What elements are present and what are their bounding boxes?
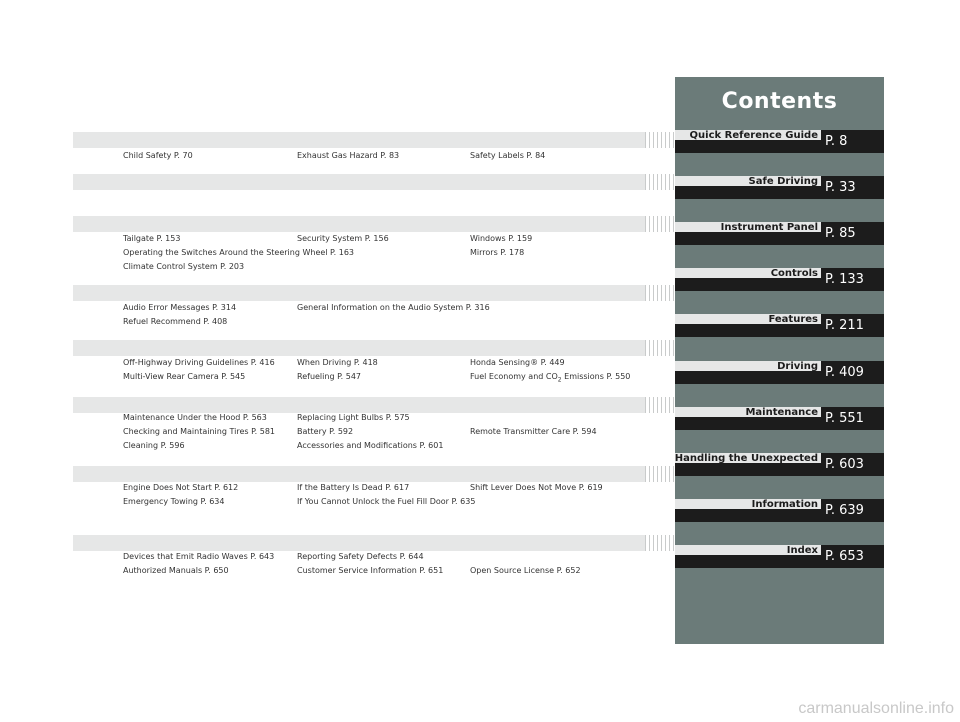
link-mirrors[interactable]: Mirrors P. 178 bbox=[470, 248, 525, 257]
tab-label: Instrument Panel bbox=[720, 222, 818, 233]
link-steering-wheel-switches[interactable]: Operating the Switches Around the Steering Wheel P. 163 bbox=[123, 248, 354, 257]
tab-page[interactable]: P. 603 bbox=[821, 453, 884, 476]
watermark: carmanualsonline.info bbox=[798, 700, 954, 717]
link-remote-transmitter-care[interactable]: Remote Transmitter Care P. 594 bbox=[470, 427, 597, 436]
link-multi-view-rear-camera[interactable]: Multi-View Rear Camera P. 545 bbox=[123, 372, 246, 381]
link-replacing-light-bulbs[interactable]: Replacing Light Bulbs P. 575 bbox=[297, 413, 410, 422]
entry-row bbox=[123, 303, 490, 312]
link-battery[interactable]: Battery P. 592 bbox=[297, 427, 354, 436]
tab-information[interactable] bbox=[675, 499, 884, 522]
fuel-economy-text: Fuel Economy and CO bbox=[470, 372, 558, 381]
tab-label: Information bbox=[751, 499, 818, 510]
section-band-controls bbox=[73, 285, 645, 301]
entry-row bbox=[123, 413, 410, 422]
link-security-system[interactable]: Security System P. 156 bbox=[297, 234, 389, 243]
entry-row bbox=[123, 483, 603, 492]
tab-safe-driving[interactable] bbox=[675, 176, 884, 199]
link-checking-tires[interactable]: Checking and Maintaining Tires P. 581 bbox=[123, 427, 276, 436]
tab-label: Driving bbox=[777, 361, 818, 372]
link-customer-service[interactable]: Customer Service Information P. 651 bbox=[297, 566, 444, 575]
link-shift-lever[interactable]: Shift Lever Does Not Move P. 619 bbox=[470, 483, 603, 492]
link-reporting-safety-defects[interactable]: Reporting Safety Defects P. 644 bbox=[297, 552, 424, 561]
tab-page[interactable]: P. 85 bbox=[821, 222, 884, 245]
entry-row bbox=[123, 427, 597, 436]
tab-page[interactable]: P. 33 bbox=[821, 176, 884, 199]
link-off-highway-driving[interactable]: Off-Highway Driving Guidelines P. 416 bbox=[123, 358, 275, 367]
section-band-features bbox=[73, 340, 645, 356]
link-battery-dead[interactable]: If the Battery Is Dead P. 617 bbox=[297, 483, 410, 492]
tab-maintenance[interactable] bbox=[675, 407, 884, 430]
link-open-source-license[interactable]: Open Source License P. 652 bbox=[470, 566, 581, 575]
link-authorized-manuals[interactable]: Authorized Manuals P. 650 bbox=[123, 566, 229, 575]
section-connector bbox=[645, 535, 675, 551]
section-band-maintenance bbox=[73, 466, 645, 482]
link-maintenance-under-hood[interactable]: Maintenance Under the Hood P. 563 bbox=[123, 413, 267, 422]
tab-page[interactable]: P. 551 bbox=[821, 407, 884, 430]
entry-row bbox=[123, 248, 525, 257]
tab-instrument-panel[interactable] bbox=[675, 222, 884, 245]
link-radio-waves[interactable]: Devices that Emit Radio Waves P. 643 bbox=[123, 552, 275, 561]
entry-row bbox=[123, 358, 565, 367]
link-windows[interactable]: Windows P. 159 bbox=[470, 234, 533, 243]
section-connector bbox=[645, 397, 675, 413]
link-engine-does-not-start[interactable]: Engine Does Not Start P. 612 bbox=[123, 483, 239, 492]
link-fuel-economy[interactable] bbox=[470, 372, 630, 385]
subscript-2: 2 bbox=[557, 376, 562, 384]
tab-label: Maintenance bbox=[745, 407, 818, 418]
entry-row bbox=[123, 234, 533, 243]
tab-page[interactable]: P. 133 bbox=[821, 268, 884, 291]
link-child-safety[interactable]: Child Safety P. 70 bbox=[123, 151, 193, 160]
entry-row bbox=[123, 441, 444, 450]
tab-page[interactable]: P. 8 bbox=[821, 130, 884, 153]
tab-quick-reference-guide[interactable] bbox=[675, 130, 884, 153]
link-audio-error-messages[interactable]: Audio Error Messages P. 314 bbox=[123, 303, 237, 312]
link-refueling[interactable]: Refueling P. 547 bbox=[297, 372, 361, 381]
entry-row bbox=[123, 566, 581, 575]
link-safety-labels[interactable]: Safety Labels P. 84 bbox=[470, 151, 546, 160]
link-tailgate[interactable]: Tailgate P. 153 bbox=[123, 234, 181, 243]
tab-label: Handling the Unexpected bbox=[674, 453, 818, 464]
tab-page[interactable]: P. 409 bbox=[821, 361, 884, 384]
link-cleaning[interactable]: Cleaning P. 596 bbox=[123, 441, 185, 450]
link-emergency-towing[interactable]: Emergency Towing P. 634 bbox=[123, 497, 225, 506]
tab-label: Quick Reference Guide bbox=[689, 130, 818, 141]
tab-features[interactable] bbox=[675, 314, 884, 337]
section-connector bbox=[645, 174, 675, 190]
contents-sidebar bbox=[675, 77, 884, 644]
section-connector bbox=[645, 285, 675, 301]
section-band-handling bbox=[73, 535, 645, 551]
tab-label: Features bbox=[768, 314, 818, 325]
link-accessories[interactable]: Accessories and Modifications P. 601 bbox=[297, 441, 444, 450]
section-band-instrument-panel bbox=[73, 216, 645, 232]
section-connector bbox=[645, 132, 675, 148]
entry-row bbox=[123, 552, 424, 561]
link-climate-control[interactable]: Climate Control System P. 203 bbox=[123, 262, 245, 271]
section-connector bbox=[645, 216, 675, 232]
tab-label: Controls bbox=[770, 268, 818, 279]
section-band-driving bbox=[73, 397, 645, 413]
section-band-safe-driving bbox=[73, 174, 645, 190]
tab-page[interactable]: P. 211 bbox=[821, 314, 884, 337]
link-exhaust-gas-hazard[interactable]: Exhaust Gas Hazard P. 83 bbox=[297, 151, 400, 160]
contents-title: Contents bbox=[721, 89, 838, 114]
tab-page[interactable]: P. 653 bbox=[821, 545, 884, 568]
tab-page[interactable]: P. 639 bbox=[821, 499, 884, 522]
tab-label: Safe Driving bbox=[748, 176, 818, 187]
tab-handling-the-unexpected[interactable] bbox=[675, 453, 884, 476]
tab-index[interactable] bbox=[675, 545, 884, 568]
link-honda-sensing[interactable]: Honda Sensing® P. 449 bbox=[470, 358, 565, 367]
tab-driving[interactable] bbox=[675, 361, 884, 384]
section-band-quick-reference bbox=[73, 132, 645, 148]
link-when-driving[interactable]: When Driving P. 418 bbox=[297, 358, 378, 367]
link-refuel-recommend[interactable]: Refuel Recommend P. 408 bbox=[123, 317, 228, 326]
section-connector bbox=[645, 340, 675, 356]
fuel-economy-text-end: Emissions P. 550 bbox=[561, 372, 631, 381]
entry-row bbox=[123, 317, 227, 326]
entry-row bbox=[123, 151, 546, 160]
entry-row bbox=[123, 372, 631, 384]
link-fuel-fill-door[interactable]: If You Cannot Unlock the Fuel Fill Door P. 635 bbox=[297, 497, 476, 506]
link-audio-general-info[interactable]: General Information on the Audio System P. 316 bbox=[297, 303, 490, 312]
tab-label: Index bbox=[786, 545, 818, 556]
entry-row bbox=[123, 497, 476, 506]
tab-controls[interactable] bbox=[675, 268, 884, 291]
section-connector bbox=[645, 466, 675, 482]
entry-row bbox=[123, 262, 244, 271]
